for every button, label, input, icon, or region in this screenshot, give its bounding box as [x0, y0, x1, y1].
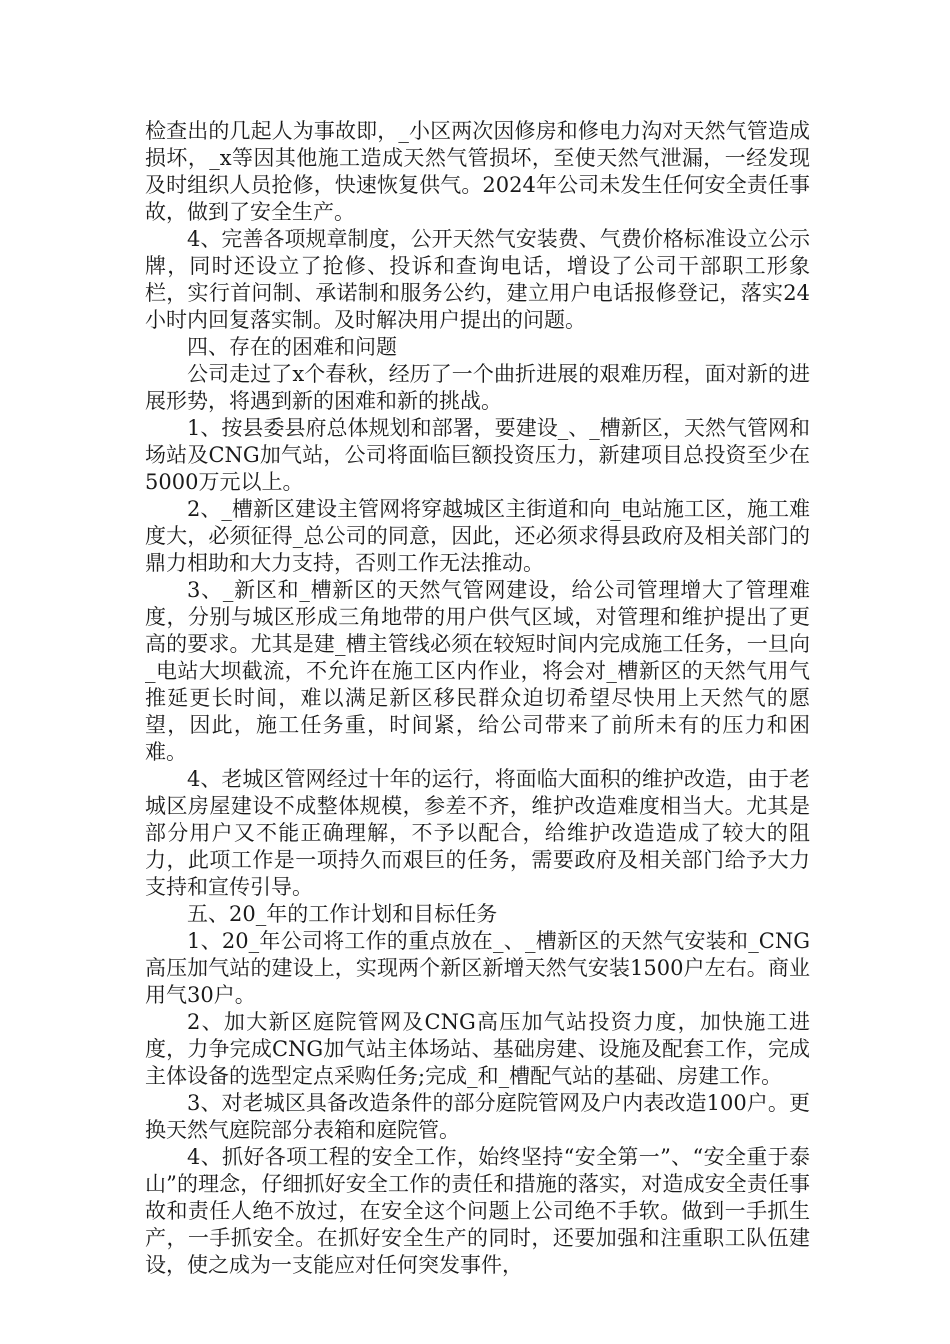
paragraph-plan-1: 1、20_年公司将工作的重点放在_、_槽新区的天然气安装和_CNG高压加气站的建设上，实现两个新区新增天然气安装1500户左右。商业用气30户。 [145, 929, 810, 1007]
paragraph-difficulty-1: 1、按县委县府总体规划和部署，要建设_、_槽新区，天然气管网和场站及CNG加气站，公司将面临巨额投资压力，新建项目总投资至少在5000万元以上。 [145, 416, 810, 494]
paragraph-item-4-regulations: 4、完善各项规章制度，公开天然气安装费、气费价格标准设立公示牌，同时还设立了抢修、投诉和查询电话，增设了公司干部职工形象栏，实行首问制、承诺制和服务公约，建立用户电话报修登记，落实24小时内回复落实制。及时解决用户提出的问题。 [145, 227, 810, 332]
section-heading-work-plan: 五、20_年的工作计划和目标任务 [187, 902, 498, 926]
paragraph-difficulty-4: 4、老城区管网经过十年的运行，将面临大面积的维护改造，由于老城区房屋建设不成整体规模，参差不齐，维护改造难度相当大。尤其是部分用户又不能正确理解，不予以配合，给维护改造造成了较大的阻力，此项工作是一项持久而艰巨的任务，需要政府及相关部门给予大力支持和宣传引导。 [145, 767, 810, 899]
paragraph-intro-difficulties: 公司走过了x个春秋，经历了一个曲折进展的艰难历程，面对新的进展形势，将遇到新的困难和新的挑战。 [145, 362, 810, 413]
paragraph-continuation: 检查出的几起人为事故即，_小区两次因修房和修电力沟对天然气管造成损坏，_x等因其他施工造成天然气管损坏，至使天然气泄漏，一经发现及时组织人员抢修，快速恢复供气。2024年公司未发生任何安全责任事故，做到了安全生产。 [145, 119, 810, 224]
section-heading-difficulties: 四、存在的困难和问题 [187, 335, 397, 359]
paragraph-difficulty-2: 2、_槽新区建设主管网将穿越城区主街道和向_电站施工区，施工难度大，必须征得_总公司的同意，因此，还必须求得县政府及相关部门的鼎力相助和大力支持，否则工作无法推动。 [145, 497, 810, 575]
paragraph-plan-2: 2、加大新区庭院管网及CNG高压加气站投资力度，加快施工进度，力争完成CNG加气站主体场站、基础房建、设施及配套工作，完成主体设备的选型定点采购任务;完成_和_槽配气站的基础、房建工作。 [145, 1010, 810, 1088]
paragraph-plan-3: 3、对老城区具备改造条件的部分庭院管网及户内表改造100户。更换天然气庭院部分表箱和庭院管。 [145, 1091, 810, 1142]
document-page [145, 118, 810, 1279]
paragraph-difficulty-3: 3、_新区和_槽新区的天然气管网建设，给公司管理增大了管理难度，分别与城区形成三角地带的用户供气区域，对管理和维护提出了更高的要求。尤其是建_槽主管线必须在较短时间内完成施工任务，一旦向_电站大坝截流，不允许在施工区内作业，将会对_槽新区的天然气用气推延更长时间，难以满足新区移民群众迫切希望尽快用上天然气的愿望，因此，施工任务重，时间紧，给公司带来了前所未有的压力和困难。 [145, 578, 810, 764]
paragraph-plan-4: 4、抓好各项工程的安全工作，始终坚持“安全第一”、“安全重于泰山”的理念，仔细抓好安全工作的责任和措施的落实，对造成安全责任事故和责任人绝不放过，在安全这个问题上公司绝不手软。做到一手抓生产，一手抓安全。在抓好安全生产的同时，还要加强和注重职工队伍建设，使之成为一支能应对任何突发事件， [145, 1145, 810, 1277]
